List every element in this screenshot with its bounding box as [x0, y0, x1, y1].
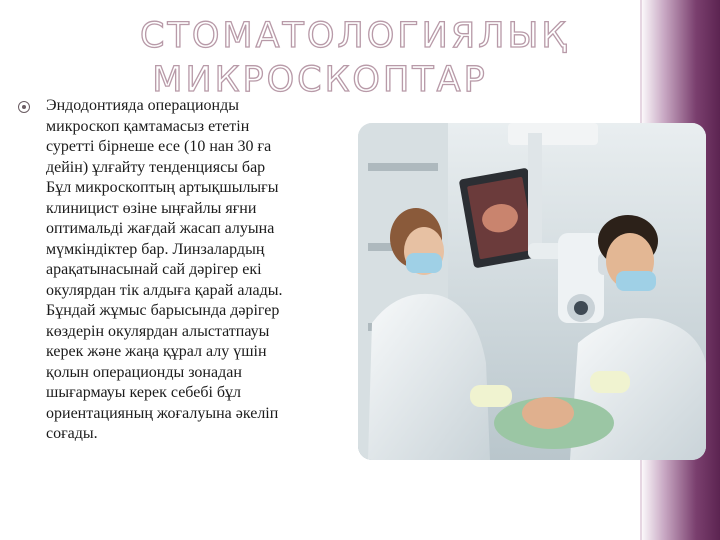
body-text: Эндодонтияда операционды микроскоп қамтамасыз ететін суретті бірнеше есе (10 нан 30 ға дейін) ұлғайту тенденциясы бар Бұл микроскоптың артықшылығы клиницист өзіне ыңғайлы яғни оптимальді жағдай жасап алуына мүмкіндіктер бар. Линзалардың арақатынасынай сай дәрігер екі окулярдан тік алдыға қарай алады. Бұндай жұмыс барысында дәрігер көздерін окулярдан алыстатпауы керек және жаңа құрал алу үшін қолын операционды зонадан шығармауы керек себебі бұл ориентацияның жоғалуына әкеліп соғады.	[46, 97, 283, 442]
slide-title	[140, 14, 570, 102]
title-line-1: СТОМАТОЛОГИЯЛЫҚ	[140, 16, 570, 56]
bullet-icon	[18, 101, 30, 113]
dental-microscope-photo	[358, 123, 706, 460]
title-line-2: МИКРОСКОПТАР	[152, 60, 488, 100]
